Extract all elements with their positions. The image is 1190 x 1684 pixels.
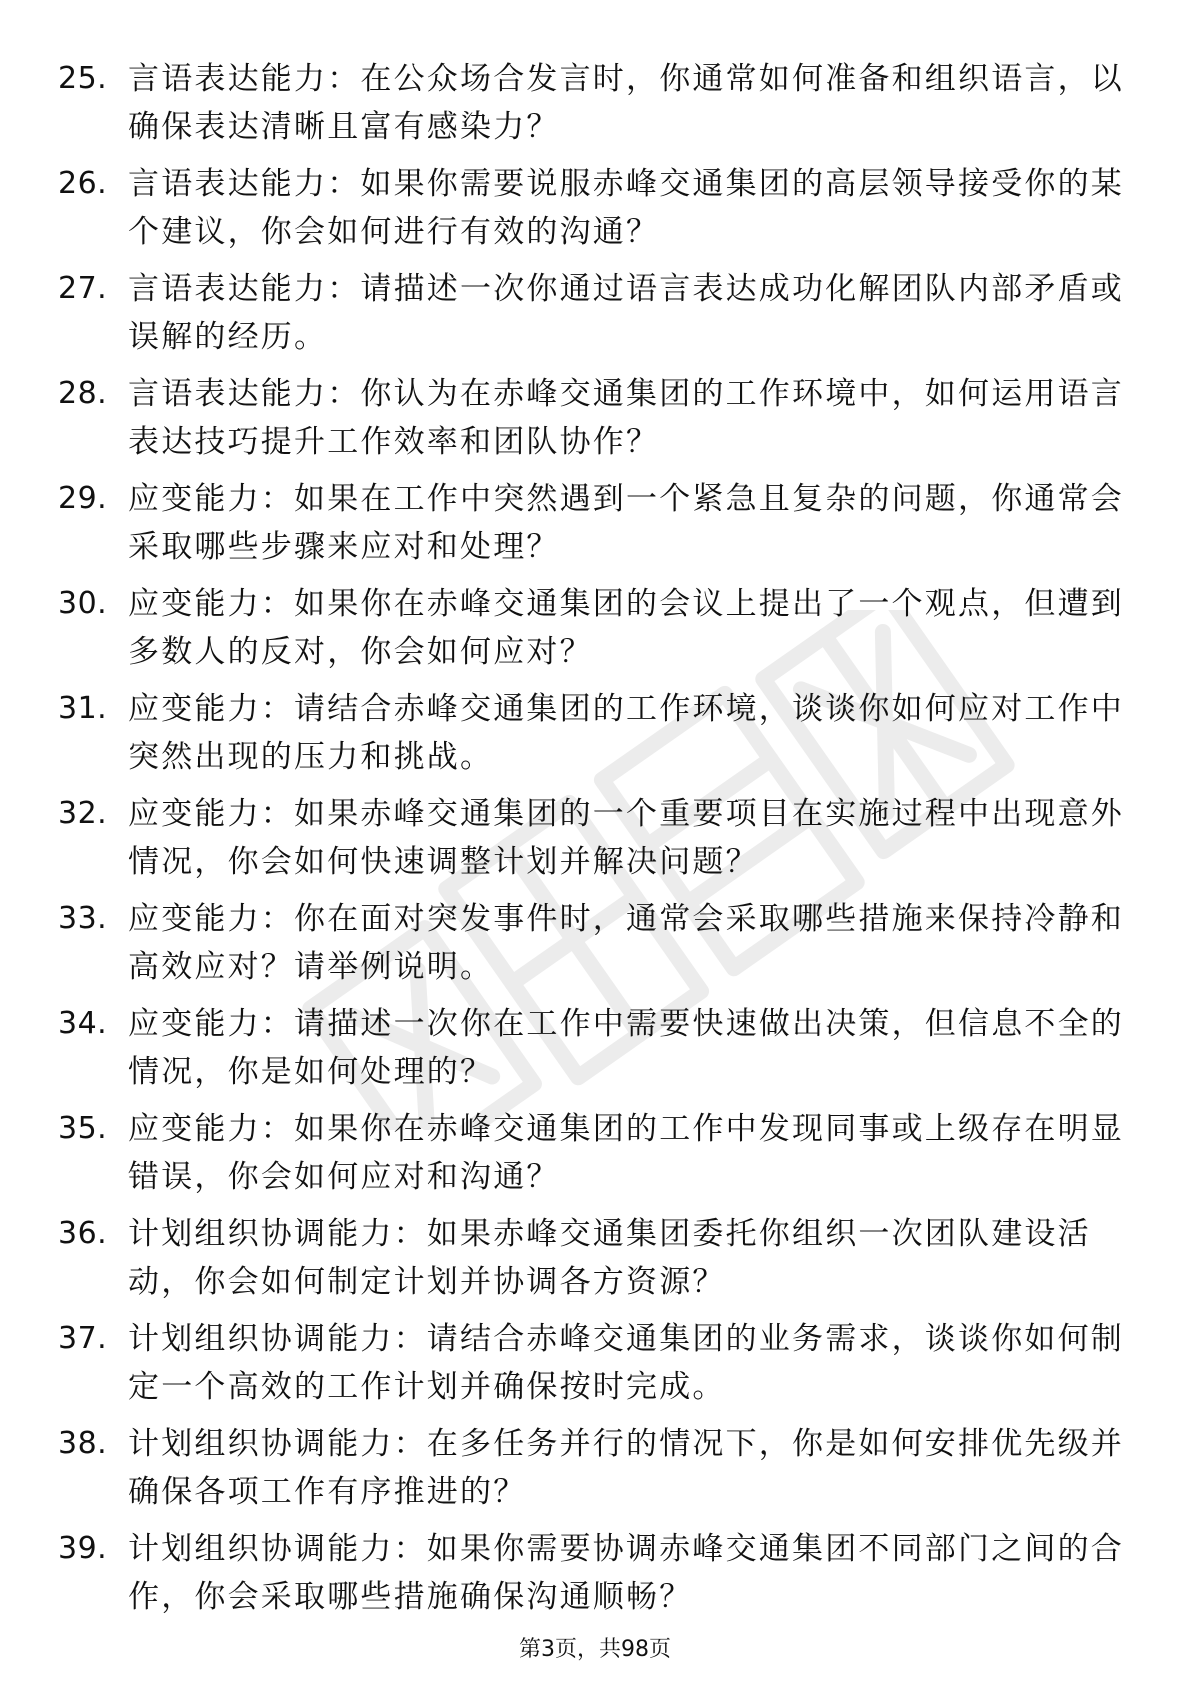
question-number: 38.	[58, 1426, 108, 1461]
question-text: 应变能力：如果赤峰交通集团的一个重要项目在实施过程中出现意外情况，你会如何快速调整计划并解决问题？	[128, 796, 1124, 880]
question-item	[0, 265, 1190, 370]
question-text: 应变能力：如果你在赤峰交通集团的工作中发现同事或上级存在明显错误，你会如何应对和沟通？	[128, 1111, 1124, 1195]
question-number: 28.	[58, 376, 108, 411]
question-item	[0, 370, 1190, 475]
question-number: 37.	[58, 1321, 108, 1356]
question-number: 39.	[58, 1531, 108, 1566]
question-text: 言语表达能力：你认为在赤峰交通集团的工作环境中，如何运用语言表达技巧提升工作效率和团队协作？	[128, 376, 1124, 460]
question-number: 36.	[58, 1216, 108, 1251]
question-number: 32.	[58, 796, 108, 831]
question-item	[0, 685, 1190, 790]
question-text: 计划组织协调能力：如果你需要协调赤峰交通集团不同部门之间的合作，你会采取哪些措施确保沟通顺畅？	[128, 1531, 1124, 1615]
question-number: 27.	[58, 271, 108, 306]
question-text: 应变能力：你在面对突发事件时，通常会采取哪些措施来保持冷静和高效应对？请举例说明。	[128, 901, 1124, 985]
question-item	[0, 160, 1190, 265]
question-text: 言语表达能力：请描述一次你通过语言表达成功化解团队内部矛盾或误解的经历。	[128, 271, 1124, 355]
question-item	[0, 1420, 1190, 1525]
question-number: 31.	[58, 691, 108, 726]
question-text: 应变能力：如果你在赤峰交通集团的会议上提出了一个观点，但遭到多数人的反对，你会如何应对？	[128, 586, 1124, 670]
question-item	[0, 55, 1190, 160]
question-number: 33.	[58, 901, 108, 936]
question-text: 言语表达能力：如果你需要说服赤峰交通集团的高层领导接受你的某个建议，你会如何进行有效的沟通？	[128, 166, 1124, 250]
question-number: 25.	[58, 61, 108, 96]
question-text: 计划组织协调能力：请结合赤峰交通集团的业务需求，谈谈你如何制定一个高效的工作计划并确保按时完成。	[128, 1321, 1124, 1405]
question-text: 言语表达能力：在公众场合发言时，你通常如何准备和组织语言，以确保表达清晰且富有感染力？	[128, 61, 1124, 145]
question-item	[0, 475, 1190, 580]
question-item	[0, 580, 1190, 685]
question-number: 29.	[58, 481, 108, 516]
question-item	[0, 1210, 1190, 1315]
question-number: 26.	[58, 166, 108, 201]
question-text: 应变能力：如果在工作中突然遇到一个紧急且复杂的问题，你通常会采取哪些步骤来应对和处理？	[128, 481, 1124, 565]
question-item	[0, 895, 1190, 1000]
question-text: 应变能力：请结合赤峰交通集团的工作环境，谈谈你如何应对工作中突然出现的压力和挑战。	[128, 691, 1124, 775]
question-item	[0, 1315, 1190, 1420]
question-item	[0, 1105, 1190, 1210]
question-number: 34.	[58, 1006, 108, 1041]
page-number-label: 第3页，共98页	[519, 1637, 671, 1662]
question-list	[0, 55, 1190, 1630]
question-number: 35.	[58, 1111, 108, 1146]
question-text: 计划组织协调能力：如果赤峰交通集团委托你组织一次团队建设活动，你会如何制定计划并协调各方资源？	[128, 1216, 1091, 1300]
question-item	[0, 1525, 1190, 1630]
question-text: 应变能力：请描述一次你在工作中需要快速做出决策，但信息不全的情况，你是如何处理的？	[128, 1006, 1124, 1090]
question-item	[0, 790, 1190, 895]
question-text: 计划组织协调能力：在多任务并行的情况下，你是如何安排优先级并确保各项工作有序推进的？	[128, 1426, 1124, 1510]
question-number: 30.	[58, 586, 108, 621]
page-footer	[0, 1635, 1190, 1665]
question-item	[0, 1000, 1190, 1105]
